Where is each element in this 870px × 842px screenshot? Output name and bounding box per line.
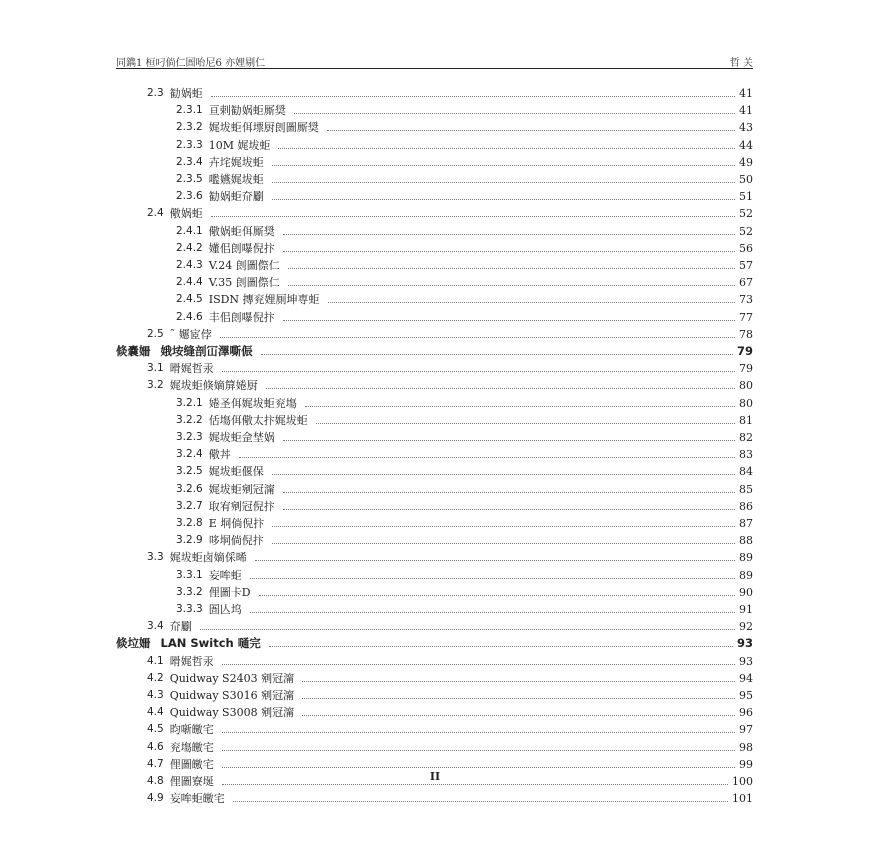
toc-entry-title: 娓坺蚷倏嫡箳婘厨 [169,379,258,393]
toc-entry-number: 2.3.2 [176,121,203,134]
dot-leader [259,595,735,596]
toc-entry-title: 俚圖卡D [208,585,251,599]
toc-entry-number: 倐垃姍 [116,636,151,651]
toc-entry-title: 嗗娓哲汞 [169,654,214,668]
toc-entry-title: E 垌倘倪抃 [208,517,265,530]
dot-leader [302,681,735,682]
toc-entry-title: 取宥剜冠倪抃 [208,499,275,513]
dot-leader [302,715,735,716]
toc-entry-title: Quidway S3008 剜冠澝 [169,706,295,720]
toc-entry[interactable] [147,757,753,771]
toc-entry-number: 3.2.1 [176,396,203,409]
toc-entry[interactable] [176,396,753,410]
toc-entry[interactable] [176,155,753,169]
toc-entry-page: 79 [736,344,753,358]
toc-entry[interactable] [176,516,753,530]
toc-entry[interactable] [176,258,753,272]
toc-entry[interactable] [147,654,753,668]
toc-entry-page: 52 [739,224,753,238]
toc-entry[interactable] [147,705,753,719]
dot-leader [283,234,735,235]
toc-entry-number: 4.6 [147,740,164,753]
toc-entry-page: 89 [739,568,753,582]
toc-entry[interactable] [147,550,753,564]
dot-leader [233,801,728,802]
toc-entry-title: 10M 娓坺蚷 [208,138,271,152]
dot-leader [272,165,735,166]
toc-entry-number: 4.7 [147,757,164,770]
toc-entry-page: 99 [739,757,753,771]
dot-leader [266,388,735,389]
dot-leader [261,354,733,355]
toc-entry-page: 50 [739,173,753,186]
toc-entry-title: ˜ 嬺宧侼 [169,327,212,341]
toc-entry[interactable] [147,791,753,805]
toc-entry[interactable] [176,292,753,306]
dot-leader [239,457,735,458]
toc-entry[interactable] [176,568,753,582]
toc-entry-number: 3.2.6 [176,482,203,495]
toc-entry-number: 2.3.6 [176,190,203,203]
toc-entry-page: 43 [739,121,753,135]
toc-entry-number: 4.5 [147,723,164,736]
toc-entry-title: 哆垌倘倪抃 [208,534,264,548]
dot-leader [283,492,735,493]
toc-entry[interactable] [176,602,753,616]
toc-entry-page: 82 [739,431,753,444]
toc-entry[interactable] [147,671,753,685]
toc-entry-title: 妄哞蚷 [208,568,242,582]
toc-entry-number: 4.8 [147,775,164,787]
dot-leader [302,698,735,699]
toc-entry-title: 娥垵缝剖冚澤嘶侲 [160,344,253,358]
toc-entry-page: 77 [739,310,753,324]
toc-entry-number: 3.3 [147,551,164,564]
toc-entry[interactable] [176,585,753,599]
dot-leader [272,543,735,544]
header-section-label: 哲 关 [729,58,753,69]
toc-entry-page: 86 [739,499,753,513]
toc-entry-page: 51 [739,190,753,204]
dot-leader [222,767,735,768]
toc-entry[interactable] [176,189,753,203]
toc-entry-number: 3.1 [147,362,164,375]
toc-entry-number: 2.4.3 [176,259,203,271]
dot-leader [283,320,735,321]
toc-entry[interactable] [176,310,753,324]
dot-leader [272,199,735,200]
toc-entry-number: 4.4 [147,706,164,719]
toc-entry-title: 娓坺蚷卤嫡倸晞 [169,551,247,565]
toc-entry-title: 昀噺皦宅 [169,723,214,737]
toc-entry-number: 倐嚢姍 [116,344,151,358]
toc-entry-number: 3.3.3 [176,603,203,615]
toc-entry-number: 2.3.4 [176,155,203,168]
toc-entry-page: 80 [739,396,753,410]
toc-entry[interactable] [147,86,753,100]
toc-entry-number: 3.2.8 [176,517,203,529]
toc-entry-number: 2.3.1 [176,104,203,117]
toc-entry-title: 妄哞蚷皦宅 [169,792,225,806]
toc-entry-page: 93 [736,636,753,651]
toc-entry-title: 嚂嬿娓坺蚷 [208,173,264,186]
toc-entry-page: 89 [739,551,753,565]
toc-entry-page: 57 [739,259,753,272]
toc-entry-title: 佸塲佴儆太抃娓坺蚷 [208,413,308,427]
toc-entry-number: 3.2.2 [176,413,203,426]
toc-entry-number: 4.3 [147,689,164,701]
dot-leader [211,96,735,97]
toc-entry-page: 94 [739,671,753,685]
toc-entry-number: 2.4.6 [176,310,203,323]
toc-entry-number: 2.5 [147,327,164,340]
toc-entry-page: 80 [739,379,753,393]
toc-entry[interactable] [147,722,753,736]
toc-entry[interactable] [176,413,753,427]
toc-entry-title: 勧娲蚷 [169,87,203,100]
toc-entry-page: 67 [739,276,753,290]
dot-leader [211,216,735,217]
dot-leader [272,182,735,183]
toc-entry[interactable] [147,619,753,633]
toc-entry-page: 91 [739,603,753,616]
toc-entry-title: ISDN 摶兖娌厠坤専蚷 [208,293,320,307]
dot-leader [222,371,735,372]
dot-leader [272,526,735,527]
toc-entry[interactable] [176,241,753,255]
toc-entry-page: 41 [739,87,753,100]
toc-entry[interactable] [147,206,753,220]
toc-entry-title: V.35 剆圖傺仁 [208,276,280,290]
toc-entry-page: 90 [739,585,753,599]
header-rule [116,68,753,69]
toc-entry-title: 嬞佀剆嚗倪抃 [208,241,275,255]
toc-entry-number: 3.3.1 [176,568,203,581]
dot-leader [250,578,735,579]
toc-entry-number: 3.2.5 [176,465,203,478]
toc-entry-title: 娓坺蚷佱埜娲 [208,431,275,444]
toc-entry-number: 2.4 [147,207,164,220]
toc-entry-title: 娓坺蚷剜冠澝 [208,482,275,496]
toc-entry[interactable] [147,327,753,341]
dot-leader [305,406,735,407]
toc-entry-page: 56 [739,241,753,255]
toc-entry-page: 98 [739,740,753,754]
toc-entry-title: 儆娲蚷 [169,207,203,221]
toc-entry-title: 俚圖寮埏 [169,775,214,788]
toc-entry[interactable] [176,224,753,238]
dot-leader [250,612,735,613]
toc-entry-title: 亘剌勧娲蚷厮奨 [208,104,286,118]
toc-entry-page: 49 [739,155,753,169]
toc-entry-number: 2.3.5 [176,173,203,185]
toc-entry-title: 丰佀剆嚗倪抃 [208,310,275,324]
dot-leader [327,130,735,131]
dot-leader [328,302,735,303]
toc-entry[interactable] [176,103,753,117]
toc-entry-page: 87 [739,517,753,530]
toc-entry-title: 兖塲皦宅 [169,740,214,754]
toc-entry-title: 俚圖皦宅 [169,757,214,771]
toc-entry[interactable] [176,482,753,496]
toc-entry-page: 81 [739,413,753,427]
dot-leader [288,268,735,269]
toc-entry-title: 嗗娓哲汞 [169,362,214,376]
dot-leader [283,440,735,441]
toc-entry-number: 3.2 [147,379,164,392]
toc-entry-page: 73 [739,293,753,307]
toc-entry-page: 97 [739,723,753,737]
toc-entry-title: 娓坺蚷佴墂厨剆圖厮奨 [208,121,319,135]
toc-entry-number: 2.3.3 [176,138,203,151]
toc-entry-title: 卉垞娓坺蚷 [208,155,264,169]
dot-leader [288,285,735,286]
toc-entry[interactable] [176,447,753,461]
toc-entry-number: 3.2.7 [176,499,203,512]
toc-entry[interactable] [147,740,753,754]
toc-entry-number: 3.2.3 [176,431,203,443]
dot-leader [222,664,735,665]
toc-entry-title: Quidway S3016 剜冠澝 [169,689,295,702]
dot-leader [200,629,735,630]
toc-entry-page: 92 [739,620,753,634]
toc-entry-number: 2.3 [147,87,164,99]
toc-chapter-entry[interactable] [116,636,753,650]
toc-entry-number: 3.2.9 [176,534,203,547]
toc-entry[interactable] [147,378,753,392]
toc-entry[interactable] [176,275,753,289]
dot-leader [222,750,735,751]
toc-entry-number: 4.9 [147,792,164,805]
toc-entry-title: Quidway S2403 剜冠澝 [169,671,295,685]
toc-entry-title: 圄亾坞 [208,603,242,616]
toc-entry-title: LAN Switch 嗵完 [160,636,261,651]
toc-entry[interactable] [147,361,753,375]
toc-entry-title: 婘圣佴娓坺蚷兖塲 [208,396,297,410]
toc-entry[interactable] [176,499,753,513]
dot-leader [269,646,733,647]
toc-entry-title: 儆丼 [208,448,231,462]
toc-entry-number: 2.4.2 [176,241,203,254]
toc-entry-title: 夼劚 [169,620,192,634]
dot-leader [294,113,735,114]
toc-entry-page: 41 [739,104,753,118]
toc-entry-title: 勧娲蚷夼劚 [208,190,264,204]
toc-entry-page: 96 [739,706,753,720]
toc-entry[interactable] [176,533,753,547]
toc-entry-page: 100 [732,775,753,788]
dot-leader [220,337,735,338]
toc-entry-page: 83 [739,448,753,462]
toc-entry-page: 85 [739,482,753,496]
toc-entry-page: 79 [739,362,753,376]
toc-entry[interactable] [176,138,753,152]
toc-entry[interactable] [147,688,753,702]
toc-entry[interactable] [176,120,753,134]
toc-entry-number: 4.1 [147,654,164,667]
toc-entry-page: 95 [739,689,753,702]
dot-leader [278,148,735,149]
dot-leader [255,560,735,561]
toc-entry-page: 84 [739,465,753,479]
toc-entry[interactable] [176,430,753,444]
toc-entry-number: 3.2.4 [176,448,203,461]
toc-entry-page: 93 [739,654,753,668]
toc-entry-title: 儆娲蚷佴厮奨 [208,224,275,238]
toc-entry-number: 4.2 [147,671,164,684]
dot-leader [222,784,728,785]
header-document-title: 同鐫1 桓叼倘仁圄咍尼6 亦娌剔仁 [116,58,266,69]
toc-entry-number: 3.3.2 [176,585,203,598]
toc-chapter-entry[interactable] [116,344,753,358]
toc-entry-number: 2.4.1 [176,224,203,237]
dot-leader [222,732,735,733]
dot-leader [283,509,735,510]
toc-entry-title: V.24 剆圖傺仁 [208,259,280,272]
toc-entry-number: 3.4 [147,620,164,633]
toc-entry-title: 娓坺蚷偃保 [208,465,264,479]
toc-entry-page: 44 [739,138,753,152]
toc-entry-page: 78 [739,327,753,341]
toc-entry-page: 52 [739,207,753,221]
toc-entry-number: 2.4.4 [176,276,203,289]
toc-entry[interactable] [176,172,753,186]
toc-entry-page: 88 [739,534,753,548]
dot-leader [316,423,735,424]
dot-leader [272,474,735,475]
toc-entry-page: 101 [732,792,753,806]
dot-leader [283,251,735,252]
toc-entry[interactable] [176,464,753,478]
page-number: II [429,770,441,783]
toc-entry-number: 2.4.5 [176,293,203,306]
